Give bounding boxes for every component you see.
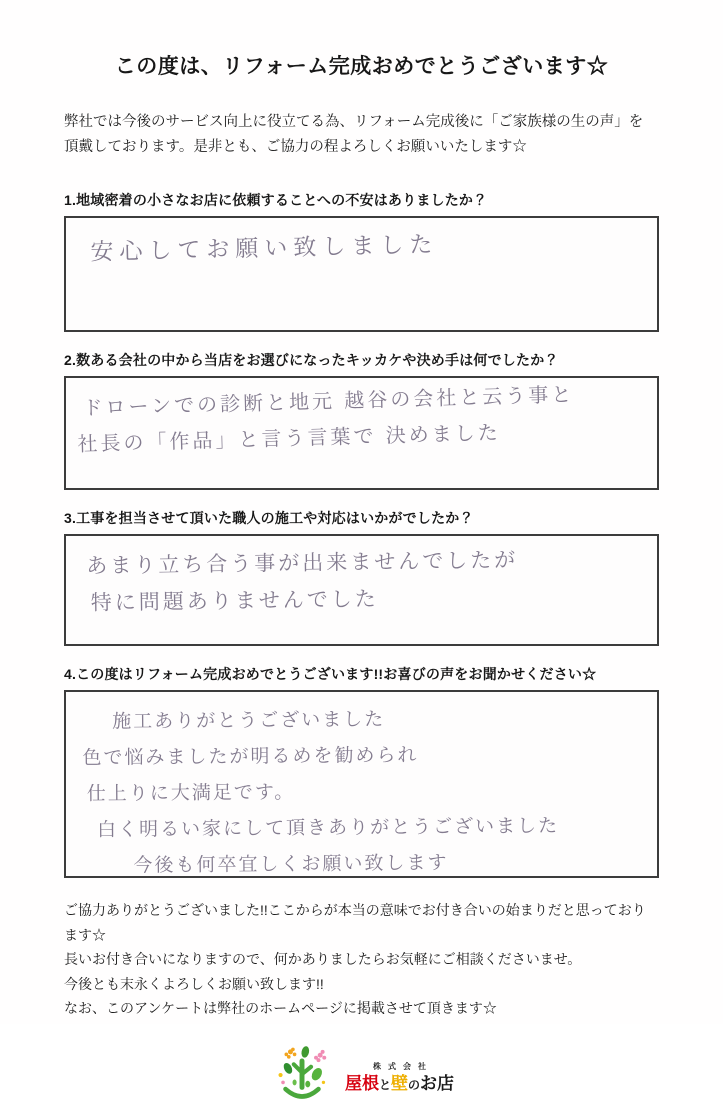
logo-company-name (345, 1075, 454, 1093)
handwritten-line: 安心してお願い致しました (90, 231, 439, 266)
closing-line-4: なお、このアンケートは弊社のホームページに掲載させて頂きます☆ (64, 1000, 497, 1016)
handwritten-line: 施工ありがとうございました (112, 708, 386, 733)
logo-company-type: 株式会社 (373, 1062, 433, 1071)
handwritten-line: ドローンでの診断と地元 越谷の会社と云う事と (82, 382, 575, 420)
intro-text (64, 110, 659, 160)
handwritten-line: 特に問題ありませんでした (90, 586, 379, 615)
question-3-answer-box (64, 534, 659, 646)
question-section-3 (64, 508, 659, 646)
logo-name-part-omise: お店 (420, 1074, 455, 1093)
question-section-2 (64, 350, 659, 490)
question-2-label: 2.数ある会社の中から当店をお選びになったキッカケや決め手は何でしたか？ (64, 352, 559, 368)
logo-name-part-to: と (378, 1078, 391, 1092)
question-4-answer-box (64, 690, 659, 878)
question-1-answer-box (64, 216, 659, 332)
question-2-answer-box (64, 376, 659, 490)
question-1-label: 1.地域密着の小さなお店に依頼することへの不安はありましたか？ (64, 192, 488, 208)
handwritten-line: 白く明るい家にして頂きありがとうございました (97, 814, 560, 841)
intro-line-2: 頂戴しております。是非とも、ご協力の程よろしくお願いいたします☆ (64, 139, 527, 155)
survey-content (64, 110, 659, 1114)
question-2-handwritten-answer (76, 374, 649, 462)
question-4-label: 4.この度はリフォーム完成おめでとうございます!!お喜びの声をお聞かせください☆ (64, 666, 597, 682)
question-4-handwritten-answer (76, 699, 649, 884)
company-logo (64, 1041, 659, 1114)
question-3-handwritten-answer (76, 540, 648, 622)
handwritten-line: 仕上りに大満足です。 (86, 781, 296, 805)
logo-name-part-yane: 屋根 (344, 1074, 379, 1093)
question-1-handwritten-answer (76, 221, 648, 267)
closing-line-3: 今後とも末永くよろしくお願い致します!! (64, 975, 324, 992)
closing-text (64, 898, 659, 1021)
handwritten-line: あまり立ち合う事が出来ませんでしたが (86, 547, 519, 578)
logo-name-part-no: の (408, 1078, 421, 1092)
survey-title: この度は、リフォーム完成おめでとうございます☆ (114, 55, 609, 78)
handwritten-line: 社長の「作品」と言う言葉で 決めました (77, 420, 502, 456)
intro-line-1: 弊社では今後のサービス向上に役立てる為、リフォーム完成後に「ご家族様の生の声」を (64, 114, 644, 130)
logo-tree-icon (269, 1041, 335, 1114)
closing-line-2: 長いお付き合いになりますので、何かありましたらお気軽にご相談くださいませ。 (64, 951, 582, 967)
question-section-1 (64, 190, 659, 332)
question-3-label: 3.工事を担当させて頂いた職人の施工や対応はいかがでしたか？ (64, 510, 474, 526)
question-section-4 (64, 664, 659, 878)
handwritten-line: 色で悩みましたが明るめを勧められ (82, 744, 419, 769)
logo-text-block (345, 1061, 454, 1093)
closing-line-1: ご協力ありがとうございました!!ここからが本当の意味でお付き合いの始まりだと思っております☆ (64, 902, 646, 943)
handwritten-line: 今後も何卒宜しくお願い致します (133, 851, 449, 877)
logo-name-part-kabe: 壁 (391, 1074, 408, 1093)
